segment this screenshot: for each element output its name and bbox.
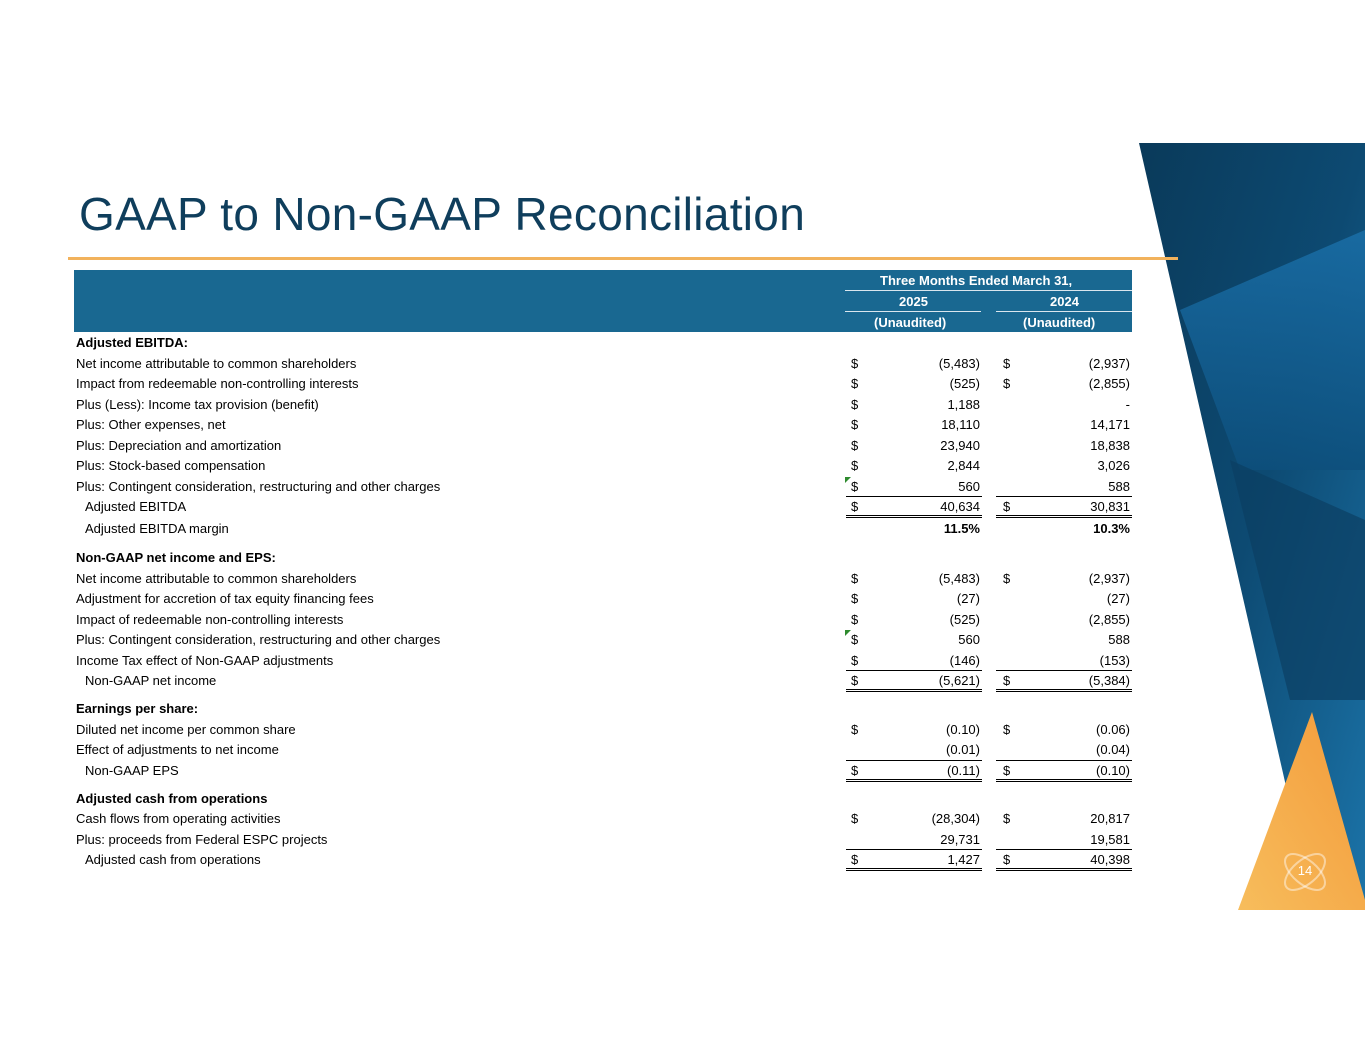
total-rule [996,689,1132,692]
currency-symbol: $ [851,852,859,867]
table-row [74,353,1132,374]
currency-symbol: $ [851,478,859,494]
value-2024: 20,817 [1090,811,1130,826]
value-2025: (525) [949,376,980,391]
section-heading: Earnings per share: [76,701,199,716]
section-heading-row [74,698,1132,719]
value-2025: (0.11) [947,762,980,778]
header-divider-2 [845,311,981,312]
value-2024: 14,171 [1090,417,1130,432]
section-heading: Adjusted cash from operations [76,790,268,806]
row-label: Income Tax effect of Non-GAAP adjustments [76,652,334,668]
row-label: Diluted net income per common share [76,721,296,737]
row-label: Adjusted EBITDA [85,499,187,514]
header-divider [845,290,1132,291]
row-label: Impact from redeemable non-controlling interests [76,376,359,391]
value-2024: (0.10) [1096,762,1130,778]
total-rule [996,849,1132,850]
row-label: Plus: Depreciation and amortization [76,437,282,453]
value-2025: (146) [949,652,980,668]
table-row [74,394,1132,415]
currency-symbol: $ [851,570,859,586]
section-heading: Non-GAAP net income and EPS: [76,550,276,565]
value-2024: - [1125,396,1130,412]
currency-symbol: $ [851,437,859,453]
currency-symbol: $ [1003,376,1011,391]
row-label: Non-GAAP net income [85,673,217,688]
currency-symbol: $ [1003,721,1011,737]
value-2024: 3,026 [1097,458,1130,473]
row-label: Cash flows from operating activities [76,811,281,826]
value-2025: 560 [958,632,980,647]
col1-subheader: (Unaudited) [874,315,947,330]
value-2025: (0.10) [946,721,980,737]
table-row [74,609,1132,630]
table-row [74,650,1132,671]
total-rule [996,868,1132,871]
value-2024: (2,937) [1088,570,1130,586]
table-row [74,629,1132,650]
total-rule [846,670,982,671]
currency-symbol: $ [1003,811,1011,826]
currency-symbol: $ [1003,762,1011,778]
currency-symbol: $ [851,376,859,391]
row-label: Adjustment for accretion of tax equity financing fees [76,591,374,606]
total-row [74,670,1132,692]
currency-symbol: $ [851,721,859,737]
row-label: Plus: Contingent consideration, restructuring and other charges [76,478,441,494]
table-row [74,373,1132,394]
table-row [74,476,1132,497]
value-2024: 10.3% [1093,521,1130,536]
row-label: Impact of redeemable non-controlling interests [76,611,344,627]
section-heading-row [74,332,1132,353]
table-row [74,739,1132,760]
value-2024: (2,937) [1088,355,1130,371]
currency-symbol: $ [851,611,859,627]
row-label: Plus: Contingent consideration, restructuring and other charges [76,632,441,647]
value-2025: 23,940 [940,437,980,453]
value-2025: (5,483) [938,355,980,371]
table-row [74,568,1132,589]
currency-symbol: $ [851,355,859,371]
currency-symbol: $ [1003,570,1011,586]
currency-symbol: $ [851,811,859,826]
value-2025: (27) [956,591,980,606]
currency-symbol: $ [851,652,859,668]
total-rule [846,760,982,761]
value-2025: 1,188 [947,396,980,412]
total-rule [996,779,1132,782]
section-heading-row [74,547,1132,568]
value-2024: (2,855) [1088,611,1130,627]
table-row [74,808,1132,829]
value-2025: 11.5% [943,521,980,536]
total-rule [846,868,982,871]
total-rule [846,496,982,497]
value-2025: (525) [949,611,980,627]
value-2024: (5,384) [1088,673,1130,688]
value-2024: (27) [1106,591,1130,606]
currency-symbol: $ [851,499,859,514]
page-title: GAAP to Non-GAAP Reconciliation [79,188,806,240]
value-2024: (0.04) [1096,742,1130,757]
total-row [74,760,1132,782]
value-2025: (28,304) [931,811,980,826]
row-label: Plus: proceeds from Federal ESPC projects [76,831,328,847]
section-heading-row [74,788,1132,809]
value-2024: 588 [1108,632,1130,647]
row-label: Net income attributable to common shareholders [76,570,357,586]
reconciliation-table [74,270,1132,871]
value-2024: 40,398 [1090,852,1130,867]
col1-year: 2025 [899,294,928,309]
row-label: Effect of adjustments to net income [76,742,279,757]
row-label: Plus: Stock-based compensation [76,458,266,473]
value-2024: 19,581 [1090,831,1130,847]
row-label: Net income attributable to common shareholders [76,355,357,371]
total-rule [846,689,982,692]
margin-row [74,518,1132,541]
col2-year: 2024 [1050,294,1079,309]
col2-subheader: (Unaudited) [1023,315,1096,330]
table-body [74,332,1132,871]
header-divider-3 [996,311,1132,312]
value-2024: (2,855) [1088,376,1130,391]
value-2025: 2,844 [947,458,980,473]
value-2025: (0.01) [946,742,980,757]
currency-symbol: $ [851,417,859,432]
currency-symbol: $ [851,591,859,606]
value-2025: 1,427 [947,852,980,867]
title-divider [68,257,1178,260]
value-2025: 560 [958,478,980,494]
currency-symbol: $ [851,673,859,688]
currency-symbol: $ [1003,355,1011,371]
currency-symbol: $ [851,396,859,412]
period-header: Three Months Ended March 31, [880,273,1073,288]
total-row [74,849,1132,871]
table-row [74,588,1132,609]
total-row [74,496,1132,518]
currency-symbol: $ [851,632,859,647]
total-rule [996,760,1132,761]
total-rule [996,496,1132,497]
page-number: 14 [1297,863,1313,878]
total-rule [996,670,1132,671]
row-label: Adjusted EBITDA margin [85,521,229,536]
row-label: Plus: Other expenses, net [76,417,226,432]
value-2025: 40,634 [940,499,980,514]
currency-symbol: $ [1003,499,1011,514]
currency-symbol: $ [1003,852,1011,867]
value-2025: 18,110 [941,417,980,432]
value-2024: (153) [1099,652,1130,668]
table-row [74,414,1132,435]
table-row [74,829,1132,850]
value-2025: (5,621) [938,673,980,688]
row-label: Adjusted cash from operations [85,852,261,867]
currency-symbol: $ [851,458,859,473]
total-rule [846,779,982,782]
table-row [74,435,1132,456]
value-2024: 30,831 [1090,499,1130,514]
value-2025: (5,483) [938,570,980,586]
section-heading: Adjusted EBITDA: [76,335,188,350]
row-label: Plus (Less): Income tax provision (benefit) [76,396,319,412]
value-2024: 588 [1108,478,1130,494]
row-label: Non-GAAP EPS [85,762,179,778]
table-header [74,270,1132,332]
value-2024: 18,838 [1090,437,1130,453]
table-row [74,719,1132,740]
currency-symbol: $ [1003,673,1011,688]
value-2024: (0.06) [1096,721,1130,737]
currency-symbol: $ [851,762,859,778]
total-rule [846,849,982,850]
table-row [74,455,1132,476]
value-2025: 29,731 [940,831,980,847]
